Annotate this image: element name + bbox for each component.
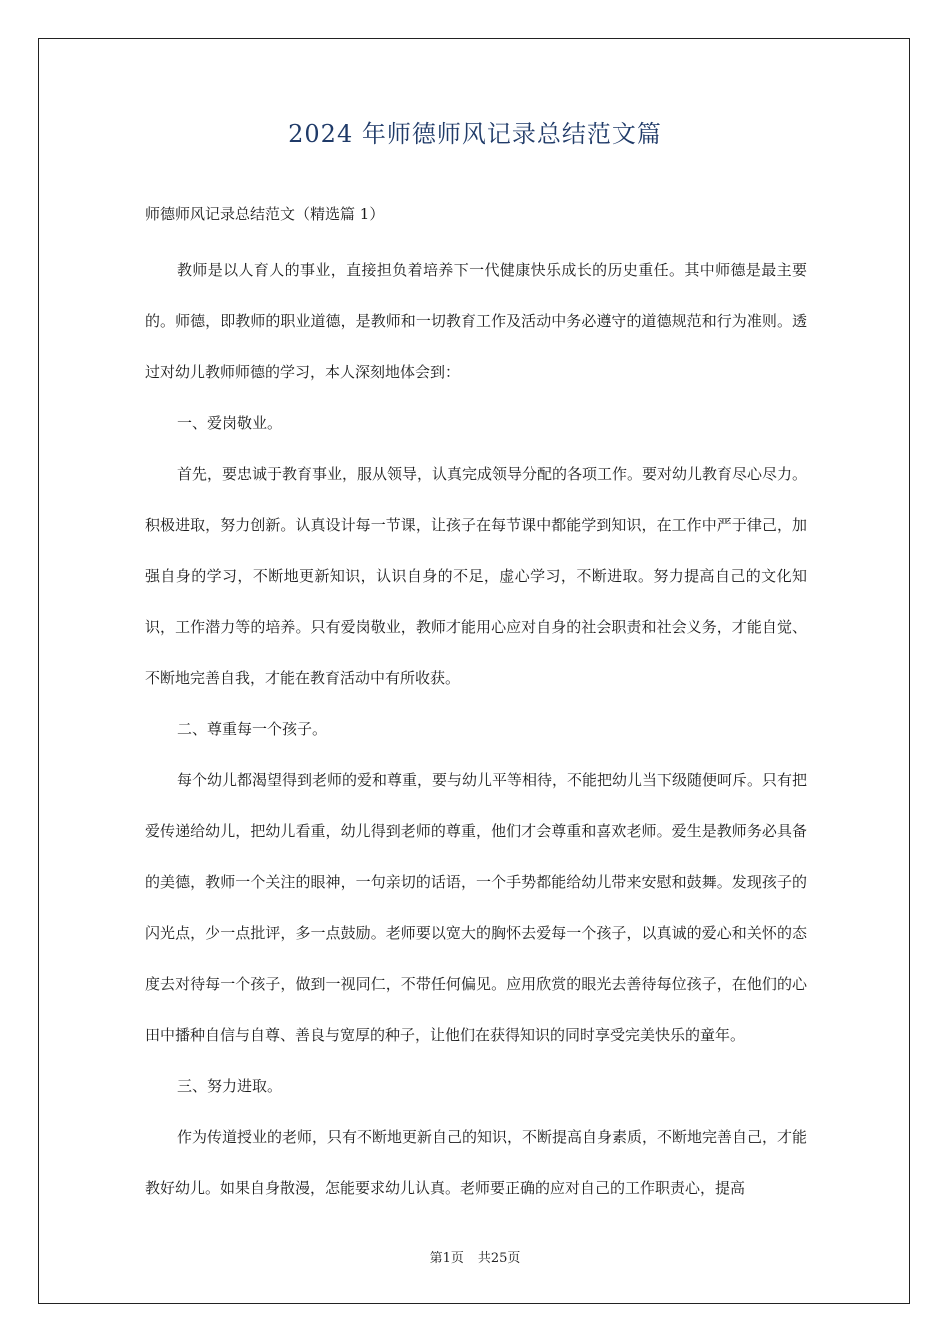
paragraph-1: 首先，要忠诚于教育事业，服从领导，认真完成领导分配的各项工作。要对幼儿教育尽心尽力。积极进取，努力创新。认真设计每一节课，让孩子在每节课中都能学到知识，在工作中严于律己，加强自身的学习，不断地更新知识，认识自身的不足，虚心学习，不断进取。努力提高自己的文化知识，工作潜力等的培养。只有爱岗敬业，教师才能用心应对自身的社会职责和社会义务，才能自觉、不断地完善自我，才能在教育活动中有所收获。 bbox=[145, 465, 808, 687]
page-number: 第1页 bbox=[429, 1251, 464, 1266]
document-body bbox=[145, 200, 807, 1214]
paragraph-intro: 教师是以人育人的事业，直接担负着培养下一代健康快乐成长的历史重任。其中师德是最主要的。师德，即教师的职业道德，是教师和一切教育工作及活动中务必遵守的道德规范和行为准则。透过对幼儿教师师德的学习，本人深刻地体会到： bbox=[145, 261, 807, 381]
section-heading-2: 二、尊重每一个孩子。 bbox=[177, 720, 328, 738]
section-subtitle: 师德师风记录总结范文（精选篇 1） bbox=[145, 205, 385, 223]
section-heading-1: 一、爱岗敬业。 bbox=[177, 414, 283, 432]
page-total: 共25页 bbox=[477, 1251, 521, 1266]
page-footer bbox=[0, 1247, 950, 1266]
section-heading-3: 三、努力进取。 bbox=[177, 1077, 283, 1095]
paragraph-2: 每个幼儿都渴望得到老师的爱和尊重，要与幼儿平等相待，不能把幼儿当下级随便呵斥。只有把爱传递给幼儿，把幼儿看重，幼儿得到老师的尊重，他们才会尊重和喜欢老师。爱生是教师务必具备的美德，教师一个关注的眼神，一句亲切的话语，一个手势都能给幼儿带来安慰和鼓舞。发现孩子的闪光点，少一点批评，多一点鼓励。老师要以宽大的胸怀去爱每一个孩子，以真诚的爱心和关怀的态度去对待每一个孩子，做到一视同仁，不带任何偏见。应用欣赏的眼光去善待每位孩子，在他们的心田中播种自信与自尊、善良与宽厚的种子，让他们在获得知识的同时享受完美快乐的童年。 bbox=[145, 771, 808, 1044]
document-title: 2024 年师德师风记录总结范文篇 bbox=[288, 120, 662, 148]
paragraph-3: 作为传道授业的老师，只有不断地更新自己的知识，不断提高自身素质，不断地完善自己，才能教好幼儿。如果自身散漫，怎能要求幼儿认真。老师要正确的应对自己的工作职责心，提高 bbox=[145, 1128, 808, 1197]
